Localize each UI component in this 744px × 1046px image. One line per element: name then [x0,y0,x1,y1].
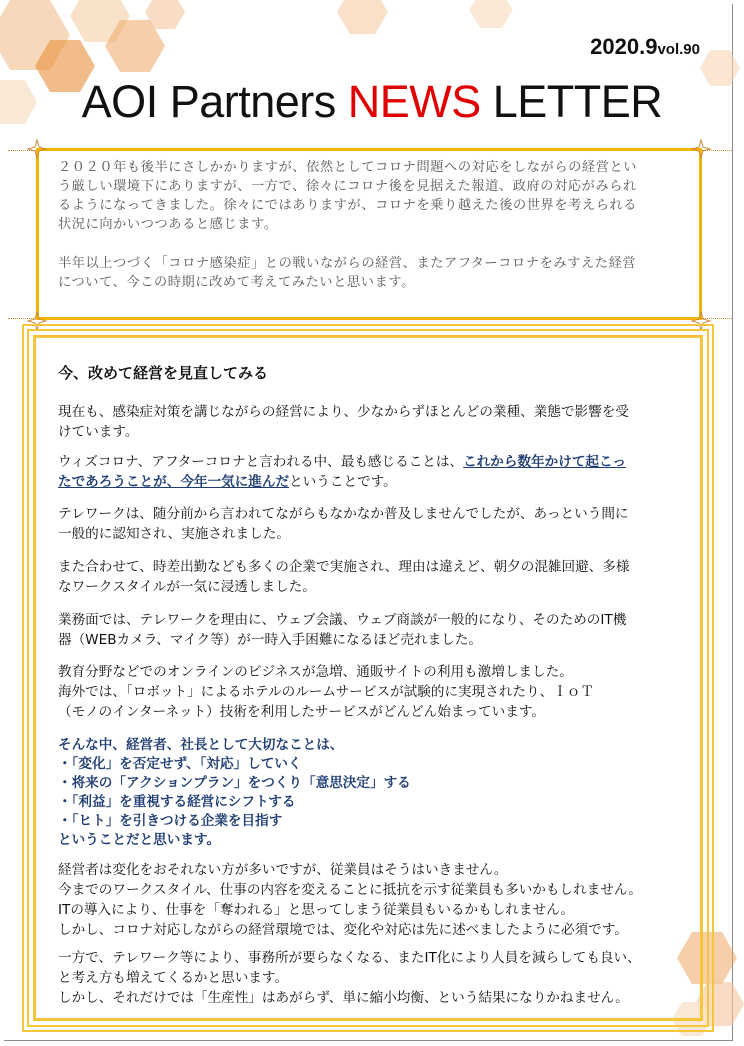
paragraph-8: 一方で、テレワーク等により、事務所が要らなくなる、またIT化により人員を減らしても良い、 と考え方も増えてくるかと思います。 しかし、それだけでは「生産性」はあがらず、単に縮小均衡、という結果になりかねません。 [58,950,641,1006]
paragraph-4: また合わせて、時差出勤なども多くの企業で実施され、理由は違えど、朝夕の混雑回避、多様 なワークスタイルが一気に浸透しました。 [58,559,630,595]
paragraph-2: ウィズコロナ、アフターコロナと言われる中、最も感じることは、これから数年かけて起こっ たであろうことが、今年一気に進んだということです。 [58,454,626,490]
issue-volume: vol.90 [657,41,700,58]
issue-date [590,34,700,60]
intro-paragraph-2: 半年以上つづく「コロナ感染症」との戦いながらの経営、またアフターコロナをみすえた経営 について、今この時期に改めて考えてみたいと思います。 [58,256,637,290]
section-heading: 今、改めて経営を見直してみる [58,364,269,382]
title-part1: AOI Partners [81,76,348,127]
ornament-corner-icon [26,138,48,160]
hexagon-decoration-top-right [330,0,560,40]
paragraph-5: 業務面では、テレワークを理由に、ウェブ会議、ウェブ商談が一般的になり、そのためのIT機 器（WEBカメラ、マイク等）が一時入手困難になるほど売れました。 [58,612,627,648]
title-news: NEWS [347,76,481,127]
newsletter-title [0,76,744,128]
ornament-line [8,318,36,319]
paragraph-6: 教育分野などでのオンラインのビジネスが急増、通販サイトの利用も激増しました。 海外では、「ロボット」によるホテルのルームサービスが試験的に実現されたり、ＩｏＴ （モノのインターネット）技術を利用したサービスがどんどん始まっています。 [58,664,594,720]
title-part3: LETTER [480,76,663,127]
highlight-text: これから数年かけて起こっ [463,454,626,470]
ornament-line [702,150,732,151]
ornament-line [8,150,36,151]
key-point: ・「ヒト」を引きつける企業を目指す [58,813,283,829]
paragraph-1: 現在も、感染症対策を講じながらの経営により、少なからずほとんどの業種、業態で影響を受 けています。 [58,404,629,440]
key-points-list: そんな中、経営者、社長として大切なことは、 ・「変化」を否定せず、「対応」していく ・将来の「アクションプラン」をつくり「意思決定」する ・「利益」を重視する経営にシフトする ・「ヒト」を引きつける企業を目指す ということだと思います。 [58,736,688,850]
ornament-corner-icon [690,138,712,160]
paragraph-3: テレワークは、随分前から言われてながらもなかなか普及しませんでしたが、あっという間に 一般的に認知され、実施されました。 [58,506,629,542]
paragraph-7: 経営者は変化をおそれない方が多いですが、従業員はそうはいきません。 今までのワークスタイル、仕事の内容を変えることに抵抗を示す従業員も多いかもしれません。 ITの導入により、仕事を「奪われる」と思ってしまう従業員もいるかもしれません。 しかし、コロナ対応しながらの経営環境では、変化や対応は先に述べましたように必須です。 [58,862,642,938]
key-point: ・「変化」を否定せず、「対応」していく [58,756,302,772]
issue-date-value: 2020.9 [590,34,658,59]
highlight-text: たであろうことが、今年一気に進んだ [58,474,290,490]
key-point: ・「利益」を重視する経営にシフトする [58,794,296,810]
ornament-line [702,318,732,319]
intro-paragraph-1: ２０２０年も後半にさしかかりますが、依然としてコロナ問題への対応をしながらの経営とい う厳しい環境下にありますが、一方で、徐々にコロナ後を見据えた報道、政府の対応がみられ るようになってきました。徐々にではありますが、コロナを乗り越えた後の世界を考えられる 状況に向かいつつあると感じます。 [58,160,638,232]
key-point: ・将来の「アクションプラン」をつくり「意思決定」する [58,775,411,791]
